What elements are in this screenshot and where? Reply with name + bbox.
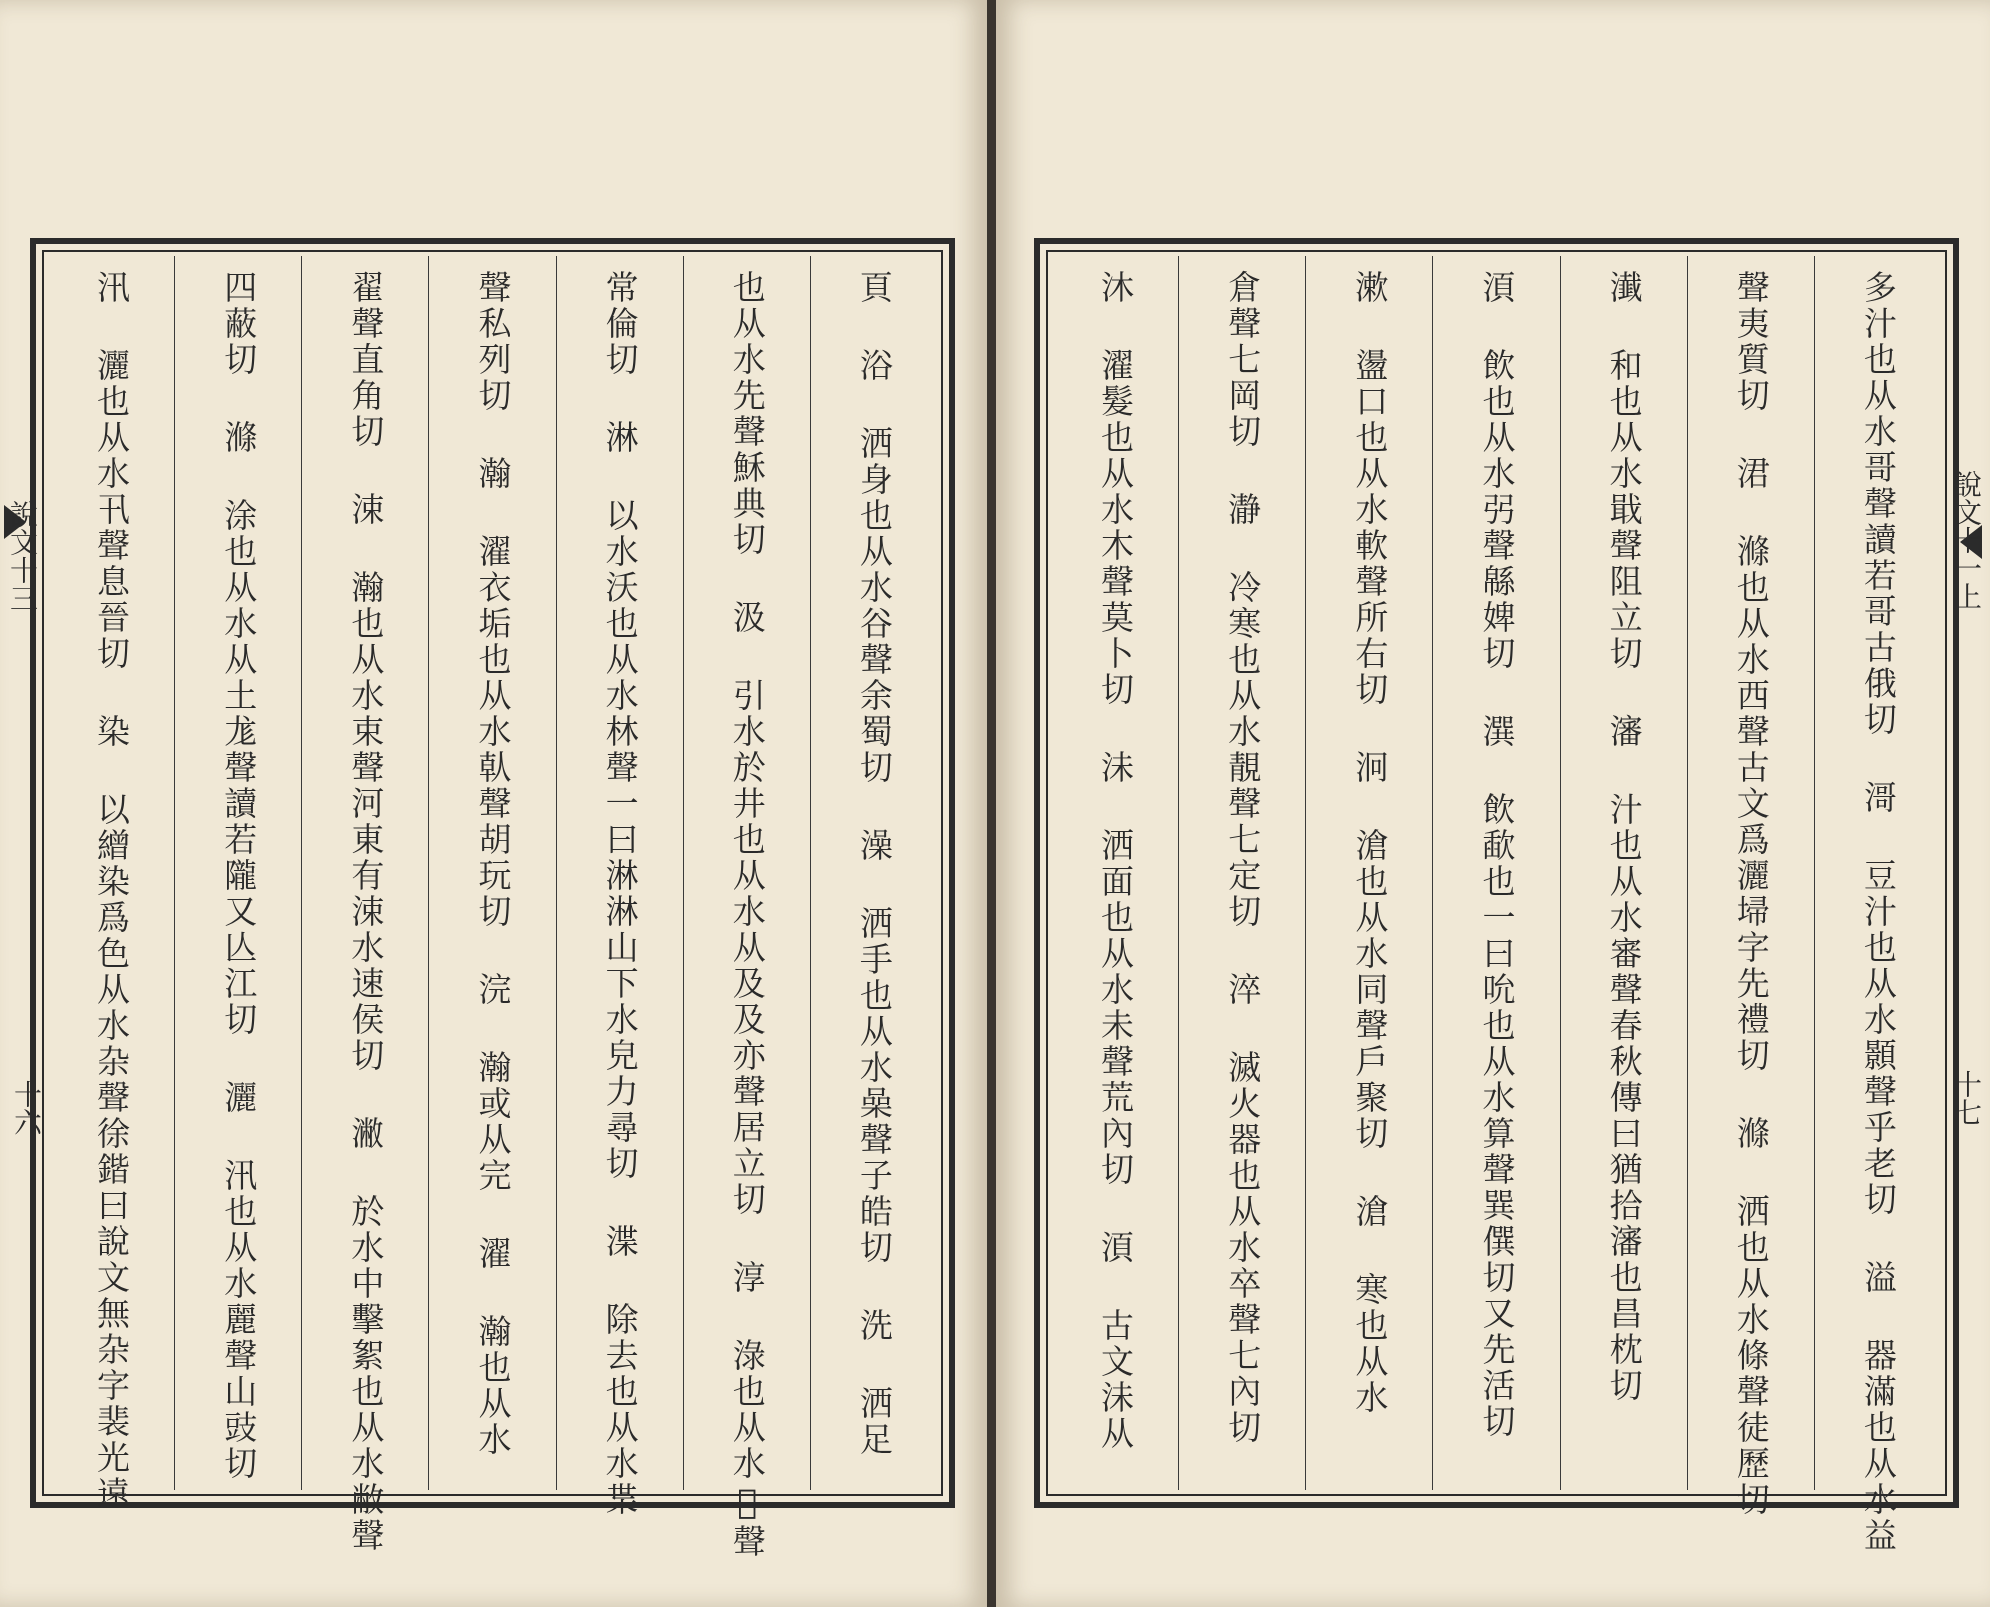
text-column: [301, 256, 428, 1554]
text-column: [556, 256, 683, 1518]
text-column: [428, 256, 555, 1490]
text-column: [1305, 256, 1432, 1490]
left-page: [0, 0, 987, 1607]
right-text-frame: [1034, 238, 1959, 1554]
right-side-title: 說文十一上: [1950, 470, 1983, 610]
text-column: [1814, 256, 1941, 1554]
column-text: 汛 灑也从水卂聲息晉切 染 以繒染爲色从水杂聲徐鍇曰說文無杂字裴光遠: [92, 270, 132, 1512]
column-text: 瀐 和也从水戢聲阻立切 瀋 汁也从水審聲春秋傳曰猶拾瀋也昌枕切: [1604, 270, 1644, 1404]
left-page-number: 十六: [10, 1080, 43, 1136]
text-column: [1560, 256, 1687, 1490]
text-column: [1432, 256, 1559, 1490]
column-text: 常倫切 淋 以水沃也从水林聲一曰淋淋山下水皃力尋切 渫 除去也从水枼: [600, 270, 640, 1518]
right-page: [996, 0, 1990, 1607]
text-column: [810, 256, 937, 1490]
text-column: [683, 256, 810, 1560]
book-gutter: [987, 0, 996, 1607]
column-text: 沐 濯髮也从水木聲莫卜切 沬 洒面也从水未聲荒內切 湏 古文沬从: [1096, 270, 1136, 1452]
column-text: 四蔽切 滌 涂也从水从土尨聲讀若隴又亾江切 灑 汛也从水麗聲山豉切: [219, 270, 259, 1482]
column-text: 多汁也从水哥聲讀若哥古俄切 滒 豆汁也从水顥聲乎老切 溢 器滿也从水益: [1858, 270, 1898, 1554]
text-column: [1687, 256, 1814, 1518]
column-text: 頁 浴 洒身也从水谷聲余蜀切 澡 洒手也从水喿聲子皓切 洗 洒足: [854, 270, 894, 1458]
column-text: 聲私列切 瀚 濯衣垢也从水倝聲胡玩切 浣 瀚或从完 濯 瀚也从水: [473, 270, 513, 1458]
column-text: 湏 飲也从水弜聲緜婢切 潠 飲歃也一曰吮也从水算聲巽僎切又先活切: [1477, 270, 1517, 1440]
text-column: [1052, 256, 1178, 1490]
column-text: 漱 盪口也从水軟聲所右切 泂 滄也从水同聲戶聚切 滄 寒也从水: [1350, 270, 1390, 1416]
column-text: 翟聲直角切 涑 瀚也从水束聲河東有涑水速侯切 潎 於水中擊絮也从水敝聲: [346, 270, 386, 1554]
column-text: 倉聲七岡切 瀞 冷寒也从水靚聲七定切 淬 滅火器也从水卒聲七內切: [1223, 270, 1263, 1446]
column-text: 也从水先聲穌典切 汲 引水於井也从水从及及亦聲居立切 淳 淥也从水𦎫聲: [727, 270, 767, 1560]
text-column: [174, 256, 301, 1490]
text-column: [1178, 256, 1305, 1490]
column-text: 聲夷質切 涒 滌也从水西聲古文爲灑埽字先禮切 滌 洒也从水條聲徒歷切: [1731, 270, 1771, 1518]
text-column: [48, 256, 174, 1512]
left-text-frame: [30, 238, 955, 1560]
right-page-number: 十七: [1950, 1070, 1983, 1126]
left-side-title: 說文十三: [6, 500, 39, 612]
